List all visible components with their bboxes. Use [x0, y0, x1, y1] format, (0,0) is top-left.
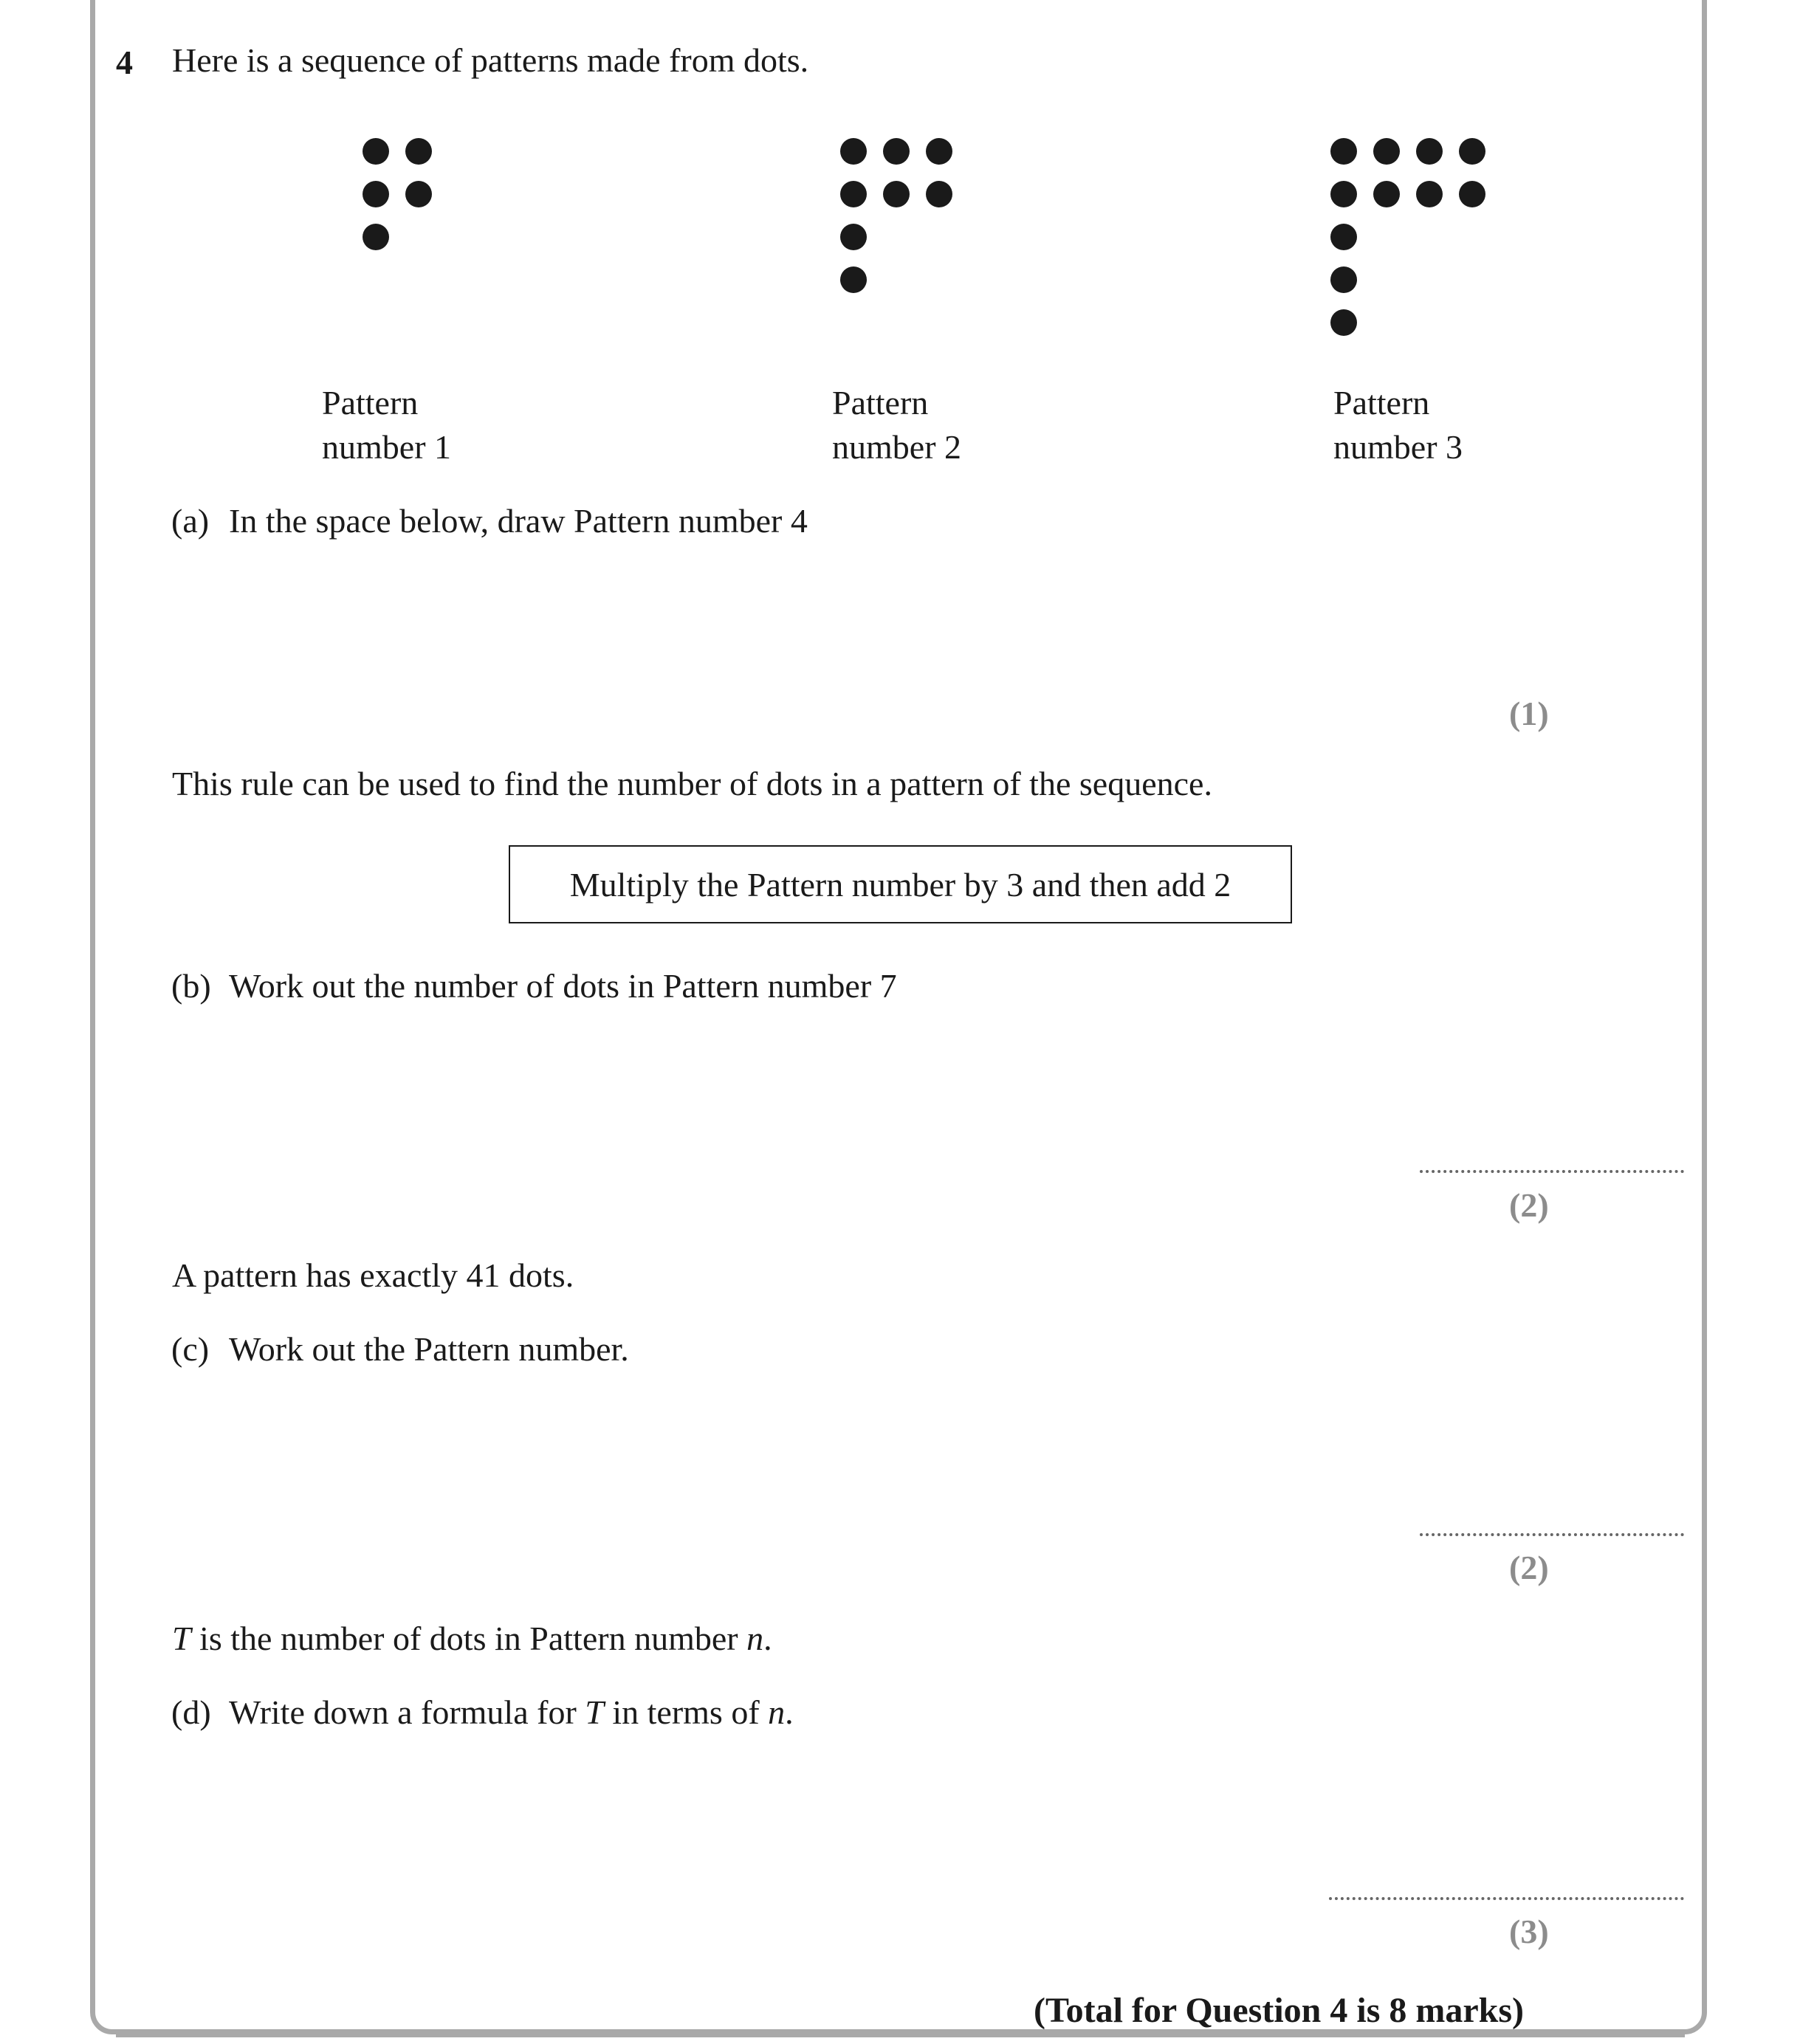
dot: [405, 138, 432, 165]
part-d-label: (d): [171, 1693, 211, 1731]
part-c-answer-line[interactable]: [1420, 1533, 1684, 1536]
dot: [1416, 138, 1443, 165]
rule-box: [509, 845, 1292, 923]
dot: [405, 181, 432, 207]
dot: [883, 138, 910, 165]
dot: [1330, 181, 1357, 207]
dot: [840, 266, 867, 293]
dot: [1330, 224, 1357, 250]
t-definition: [172, 1620, 772, 1659]
dot: [840, 224, 867, 250]
t-variable: T: [585, 1693, 604, 1731]
dot: [363, 138, 389, 165]
dot: [1416, 181, 1443, 207]
dot: [1459, 138, 1485, 165]
pattern-2-label-line2: number 2: [832, 428, 962, 466]
dot: [1459, 181, 1485, 207]
bottom-divider: [116, 2034, 1685, 2037]
part-d-mid: in terms of: [603, 1693, 769, 1731]
part-b-text: Work out the number of dots in Pattern number 7: [229, 967, 897, 1005]
n-variable: n: [746, 1620, 764, 1657]
dot: [926, 138, 952, 165]
question-number: 4: [116, 44, 133, 81]
pattern-1-label-line2: number 1: [322, 428, 452, 466]
part-a-label: (a): [171, 502, 210, 540]
t-definition-end: .: [763, 1620, 772, 1657]
dot: [363, 224, 389, 250]
dot: [926, 181, 952, 207]
part-c-label: (c): [171, 1330, 210, 1368]
part-b-answer-line[interactable]: [1420, 1170, 1684, 1173]
pattern-1-label-line1: Pattern: [322, 384, 419, 421]
pattern-41-statement: A pattern has exactly 41 dots.: [172, 1256, 574, 1294]
part-b-marks: (2): [1509, 1186, 1549, 1224]
part-a-text: In the space below, draw Pattern number 4: [229, 502, 808, 540]
part-d-marks: (3): [1509, 1913, 1549, 1950]
part-d-pre: Write down a formula for: [229, 1693, 585, 1731]
part-d-text: [229, 1693, 794, 1732]
pattern-2-label-line1: Pattern: [832, 384, 929, 421]
dot: [883, 181, 910, 207]
t-definition-mid: is the number of dots in Pattern number: [190, 1620, 747, 1657]
dot: [1373, 181, 1400, 207]
part-c-text: Work out the Pattern number.: [229, 1330, 629, 1368]
part-d-end: .: [785, 1693, 794, 1731]
n-variable: n: [768, 1693, 786, 1731]
rule-intro: This rule can be used to find the number of dots in a pattern of the sequence.: [172, 765, 1212, 802]
t-variable: T: [172, 1620, 191, 1657]
rule-text: Multiply the Pattern number by 3 and then add 2: [569, 865, 1232, 904]
part-c-marks: (2): [1509, 1549, 1549, 1586]
pattern-3-label-line1: Pattern: [1333, 384, 1430, 421]
question-intro: Here is a sequence of patterns made from dots.: [172, 41, 809, 79]
part-b-label: (b): [171, 967, 211, 1005]
part-d-answer-line[interactable]: [1329, 1897, 1684, 1900]
dot: [1373, 138, 1400, 165]
dot: [1330, 266, 1357, 293]
dot: [840, 181, 867, 207]
dot: [363, 181, 389, 207]
dot: [840, 138, 867, 165]
pattern-3-label-line2: number 3: [1333, 428, 1463, 466]
question-total: (Total for Question 4 is 8 marks): [1034, 1991, 1525, 2030]
dot: [1330, 138, 1357, 165]
dot: [1330, 309, 1357, 336]
part-a-marks: (1): [1509, 695, 1549, 732]
